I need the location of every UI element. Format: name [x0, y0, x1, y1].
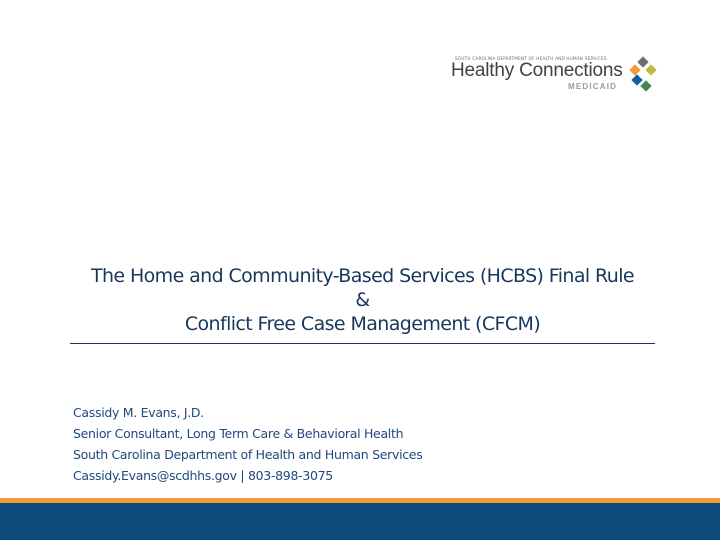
logo-brand-name: Healthy Connections — [451, 60, 623, 81]
presenter-contact: Cassidy.Evans@scdhhs.gov | 803-898-3075 — [73, 468, 333, 483]
x-diamond-logo-icon — [628, 56, 662, 94]
footer-bar — [0, 503, 720, 540]
title-line-1: The Home and Community-Based Services (HCBS) Final Rule — [90, 265, 634, 287]
logo-diamond-top — [637, 56, 648, 67]
presenter-info — [73, 402, 422, 486]
title-line-2: & — [355, 289, 370, 311]
logo-diamond-left — [629, 64, 640, 75]
slide-title — [70, 264, 655, 336]
healthy-connections-logo — [450, 52, 665, 96]
logo-diamond-right — [645, 64, 656, 75]
title-divider — [70, 343, 655, 344]
logo-diamond-bottom — [640, 80, 651, 91]
logo-diamond-bottom-left — [631, 74, 642, 85]
presenter-name: Cassidy M. Evans, J.D. — [73, 405, 204, 420]
logo-program-name: MEDICAID — [568, 82, 618, 91]
title-line-3: Conflict Free Case Management (CFCM) — [184, 313, 541, 335]
presenter-position: Senior Consultant, Long Term Care & Behavioral Health — [73, 426, 404, 441]
presenter-organization: South Carolina Department of Health and Human Services — [73, 447, 423, 462]
logo-org-name: SOUTH CAROLINA DEPARTMENT OF HEALTH AND HUMAN SERVICES — [455, 56, 607, 61]
